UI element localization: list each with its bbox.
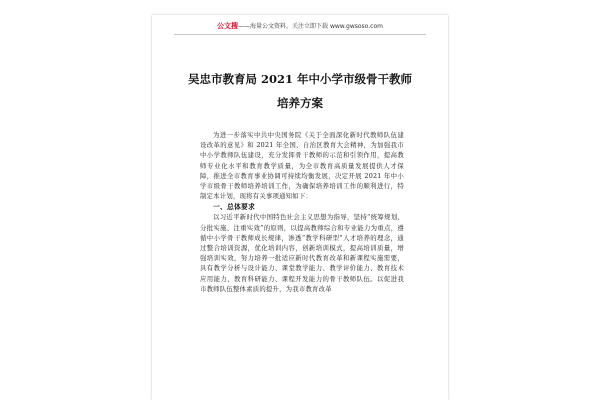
document-title [152, 67, 448, 115]
header-tagline: ——海量公文资料，关注立即下载 [238, 23, 329, 30]
document-body [200, 130, 404, 294]
section-paragraph: 以习近平新时代中国特色社会主义思想为指导，坚持“统筹规划、分批实施、注重实效”的原则，以提高教师综合和专业能力为重点，遵循中小学骨干教师成长规律，渗透“教学科研型”人才培养的理念，通过整合培训资源，优化培训内容，创新培训模式，提高培训质量，增强培训实效，努力培养一批适应新时代教育改革和新课程实施需要，具有教学分析与设计能力、课堂教学能力、教学评价能力、教育技术应用能力、教育科研能力、课程开发能力的骨干教师队伍。以促进我市教师队伍整体素质的提升，为我市教育改革 [200, 213, 404, 293]
title-line-1: 吴忠市教育局 2021 年中小学市级骨干教师 [187, 72, 412, 86]
header-divider [174, 34, 426, 35]
page-header [152, 22, 448, 31]
document-page [152, 15, 448, 400]
title-line-2: 培养方案 [277, 96, 323, 110]
section-heading: 一、总体要求 [213, 203, 255, 212]
header-brand[interactable]: 公文搜 [217, 22, 239, 30]
header-url[interactable]: www.gwsoso.com [329, 23, 383, 30]
intro-paragraph: 为进一步落实中共中央国务院《关于全面深化新时代教师队伍建设改革的意见》和 2021 年全国、自治区教育大会精神，为加强我市中小学教师队伍建设，充分发挥骨干教师的示范和引领作用，提高教师专业化水平和教育教学质量，为全市教育高质量发展提供人才保障，推进全市教育事业协调可持续均衡发展，决定开展 2021 年中小学市级骨干教师培养培训工作，为确保培养培训工作的顺利进行，特制定本计划，现将有关事项通知如下： [200, 131, 404, 201]
